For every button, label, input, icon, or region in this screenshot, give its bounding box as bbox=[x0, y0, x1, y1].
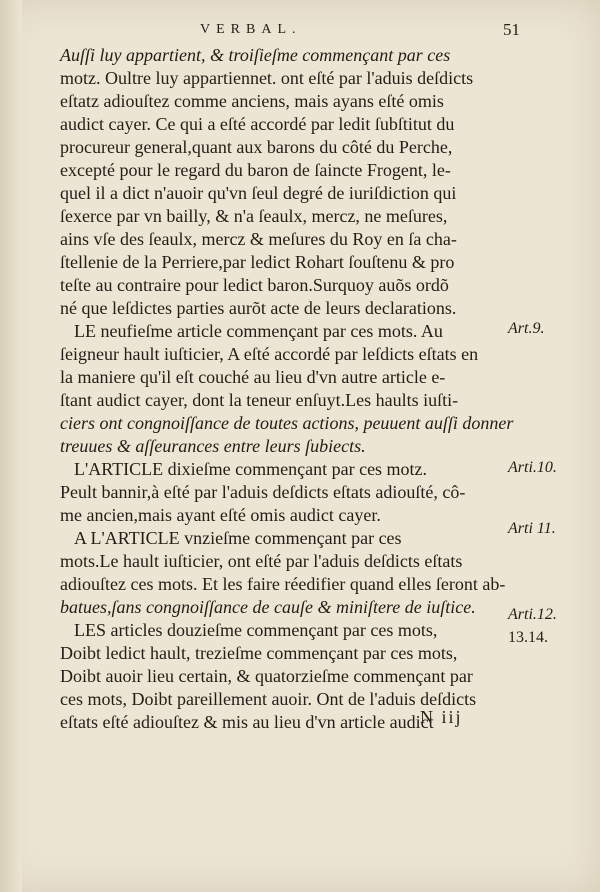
text-line: LE neufieſme article commençant par ces mots. Au bbox=[74, 321, 443, 341]
text-line: Doibt ledict hault, trezieſme commençant par ces mots, bbox=[60, 643, 458, 663]
text-line: procureur general,quant aux barons du côté du Perche, bbox=[60, 137, 453, 157]
text-line: Peult bannir,à eſté par l'aduis deſdicts eſtats adiouſté, cô- bbox=[60, 482, 466, 502]
text-line: batues,ſans congnoiſſance de cauſe & miniſtere de iuſtice. bbox=[60, 597, 476, 617]
margin-note-art-10: Arti.10. bbox=[508, 459, 557, 476]
text-line: excepté pour le regard du baron de ſaincte Frogent, le- bbox=[60, 160, 451, 180]
margin-note-art-13-14: 13.14. bbox=[508, 629, 548, 646]
running-title: VERBAL. bbox=[200, 22, 302, 37]
text-line: treuues & aſſeurances entre leurs ſubiects. bbox=[60, 436, 366, 456]
text-line: ſtant audict cayer, dont la teneur enſuyt.Les haults iuſti- bbox=[60, 390, 459, 410]
text-line: A L'ARTICLE vnzieſme commençant par ces bbox=[74, 528, 402, 548]
text-line: motz. Oultre luy appartiennet. ont eſté par l'aduis deſdicts bbox=[60, 68, 474, 88]
text-line: ſeigneur hault iuſticier, A eſté accordé par leſdicts eſtats en bbox=[60, 344, 479, 364]
margin-note-art-9: Art.9. bbox=[508, 320, 545, 337]
text-line: quel il a dict n'auoir qu'vn ſeul degré de iuriſdiction qui bbox=[60, 183, 457, 203]
text-line: né que leſdictes parties aurõt acte de leurs declarations. bbox=[60, 298, 457, 318]
text-line: ſtellenie de la Perriere,par ledict Rohart ſouſtenu & pro bbox=[60, 252, 455, 272]
text-line: me ancien,mais ayant eſté omis audict cayer. bbox=[60, 505, 381, 525]
text-line: Doibt auoir lieu certain, & quatorzieſme commençant par bbox=[60, 666, 473, 686]
text-line: ces mots, Doibt pareillement auoir. Ont de l'aduis deſdicts bbox=[60, 689, 477, 709]
signature-mark: N iij bbox=[420, 707, 463, 727]
text-line: ſexerce par vn bailly, & n'a ſeaulx, mercz, ne meſures, bbox=[60, 206, 448, 226]
text-line: LES articles douzieſme commençant par ces mots, bbox=[74, 620, 438, 640]
running-head bbox=[0, 22, 600, 42]
text-line: mots.Le hault iuſticier, ont eſté par l'aduis deſdicts eſtats bbox=[60, 551, 463, 571]
text-line: adiouſtez ces mots. Et les faire réedifier quand elles ſeront ab- bbox=[60, 574, 506, 594]
text-line: eſtats eſté adiouſtez & mis au lieu d'vn article audict bbox=[60, 712, 434, 732]
text-line: Auſſi luy appartient, & troiſieſme commençant par ces bbox=[60, 45, 451, 65]
text-line: teſte au contraire pour ledict baron.Surquoy auõs ordõ bbox=[60, 275, 449, 295]
body-text bbox=[60, 44, 514, 734]
text-line: ains vſe des ſeaulx, mercz & meſures du Roy en ſa cha- bbox=[60, 229, 457, 249]
text-line: ciers ont congnoiſſance de toutes actions, peuuent auſſi donner bbox=[60, 413, 514, 433]
text-line: L'ARTICLE dixieſme commençant par ces motz. bbox=[74, 459, 428, 479]
folio-number: 51 bbox=[503, 20, 520, 39]
text-line: eſtatz adiouſtez comme anciens, mais ayans eſté omis bbox=[60, 91, 444, 111]
page-gutter bbox=[0, 0, 22, 892]
margin-note-art-11: Arti 11. bbox=[508, 520, 556, 537]
text-line: la maniere qu'il eſt couché au lieu d'vn autre article e- bbox=[60, 367, 446, 387]
margin-note-art-12: Arti.12. bbox=[508, 606, 557, 623]
text-line: audict cayer. Ce qui a eſté accordé par ledit ſubſtitut du bbox=[60, 114, 455, 134]
